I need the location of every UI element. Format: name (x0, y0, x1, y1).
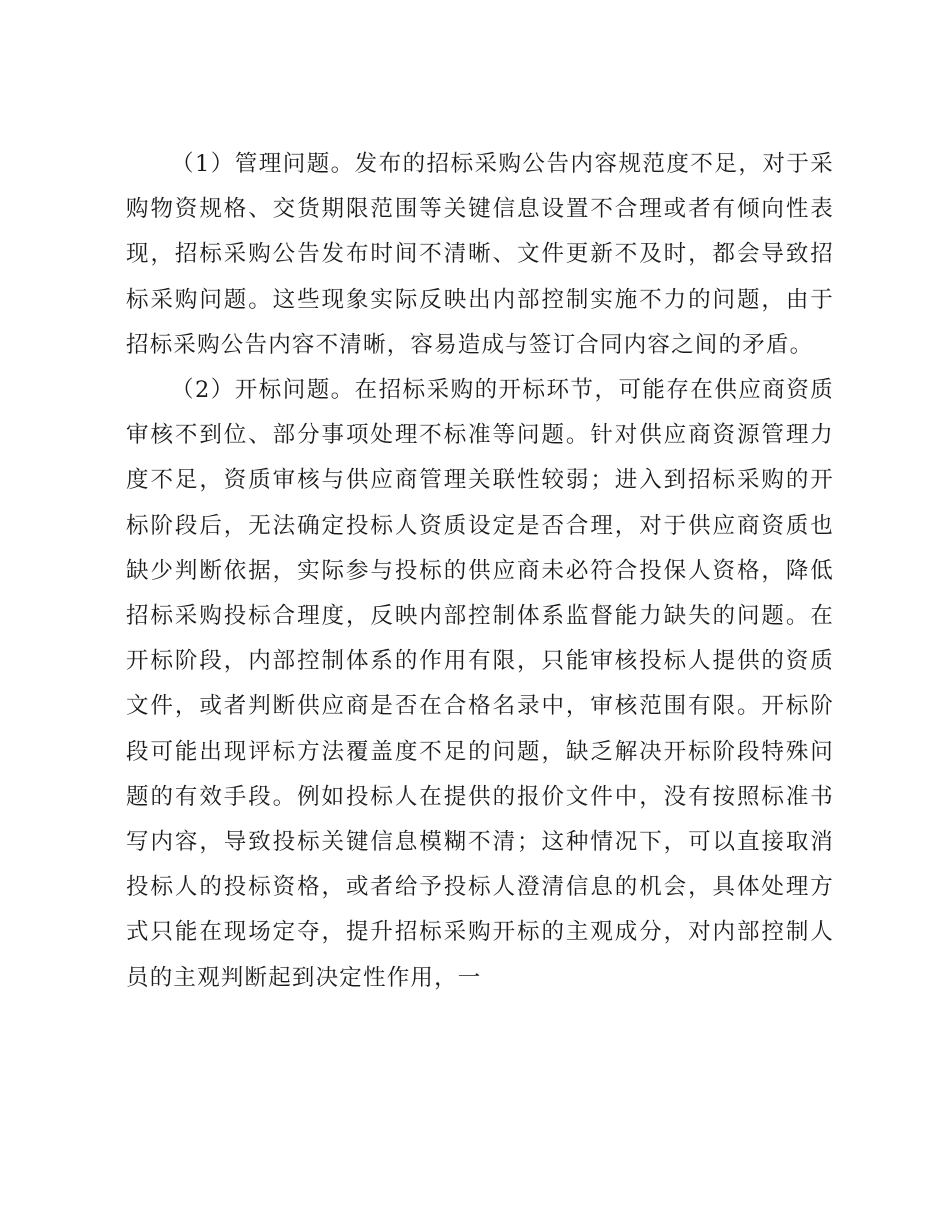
paragraph-management-issues: （1）管理问题。发布的招标采购公告内容规范度不足，对于采购物资规格、交货期限范围等关键信息设置不合理或者有倾向性表现，招标采购公告发布时间不清晰、文件更新不及时，都会导致招标采购问题。这些现象实际反映出内部控制实施不力的问题，由于招标采购公告内容不清晰，容易造成与签订合同内容之间的矛盾。 (126, 151, 834, 358)
paragraph-bid-opening-issues: （2）开标问题。在招标采购的开标环节，可能存在供应商资质审核不到位、部分事项处理不标准等问题。针对供应商资源管理力度不足，资质审核与供应商管理关联性较弱；进入到招标采购的开标阶段后，无法确定投标人资质设定是否合理，对于供应商资质也缺少判断依据，实际参与投标的供应商未必符合投保人资格，降低招标采购投标合理度，反映内部控制体系监督能力缺失的问题。在开标阶段，内部控制体系的作用有限，只能审核投标人提供的资质文件，或者判断供应商是否在合格名录中，审核范围有限。开标阶段可能出现评标方法覆盖度不足的问题，缺乏解决开标阶段特殊问题的有效手段。例如投标人在提供的报价文件中，没有按照标准书写内容，导致投标关键信息模糊不清；这种情况下，可以直接取消投标人的投标资格，或者给予投标人澄清信息的机会，具体处理方式只能在现场定夺，提升招标采购开标的主观成分，对内部控制人员的主观判断起到决定性作用，一 (126, 377, 834, 991)
body-text (126, 142, 834, 1001)
